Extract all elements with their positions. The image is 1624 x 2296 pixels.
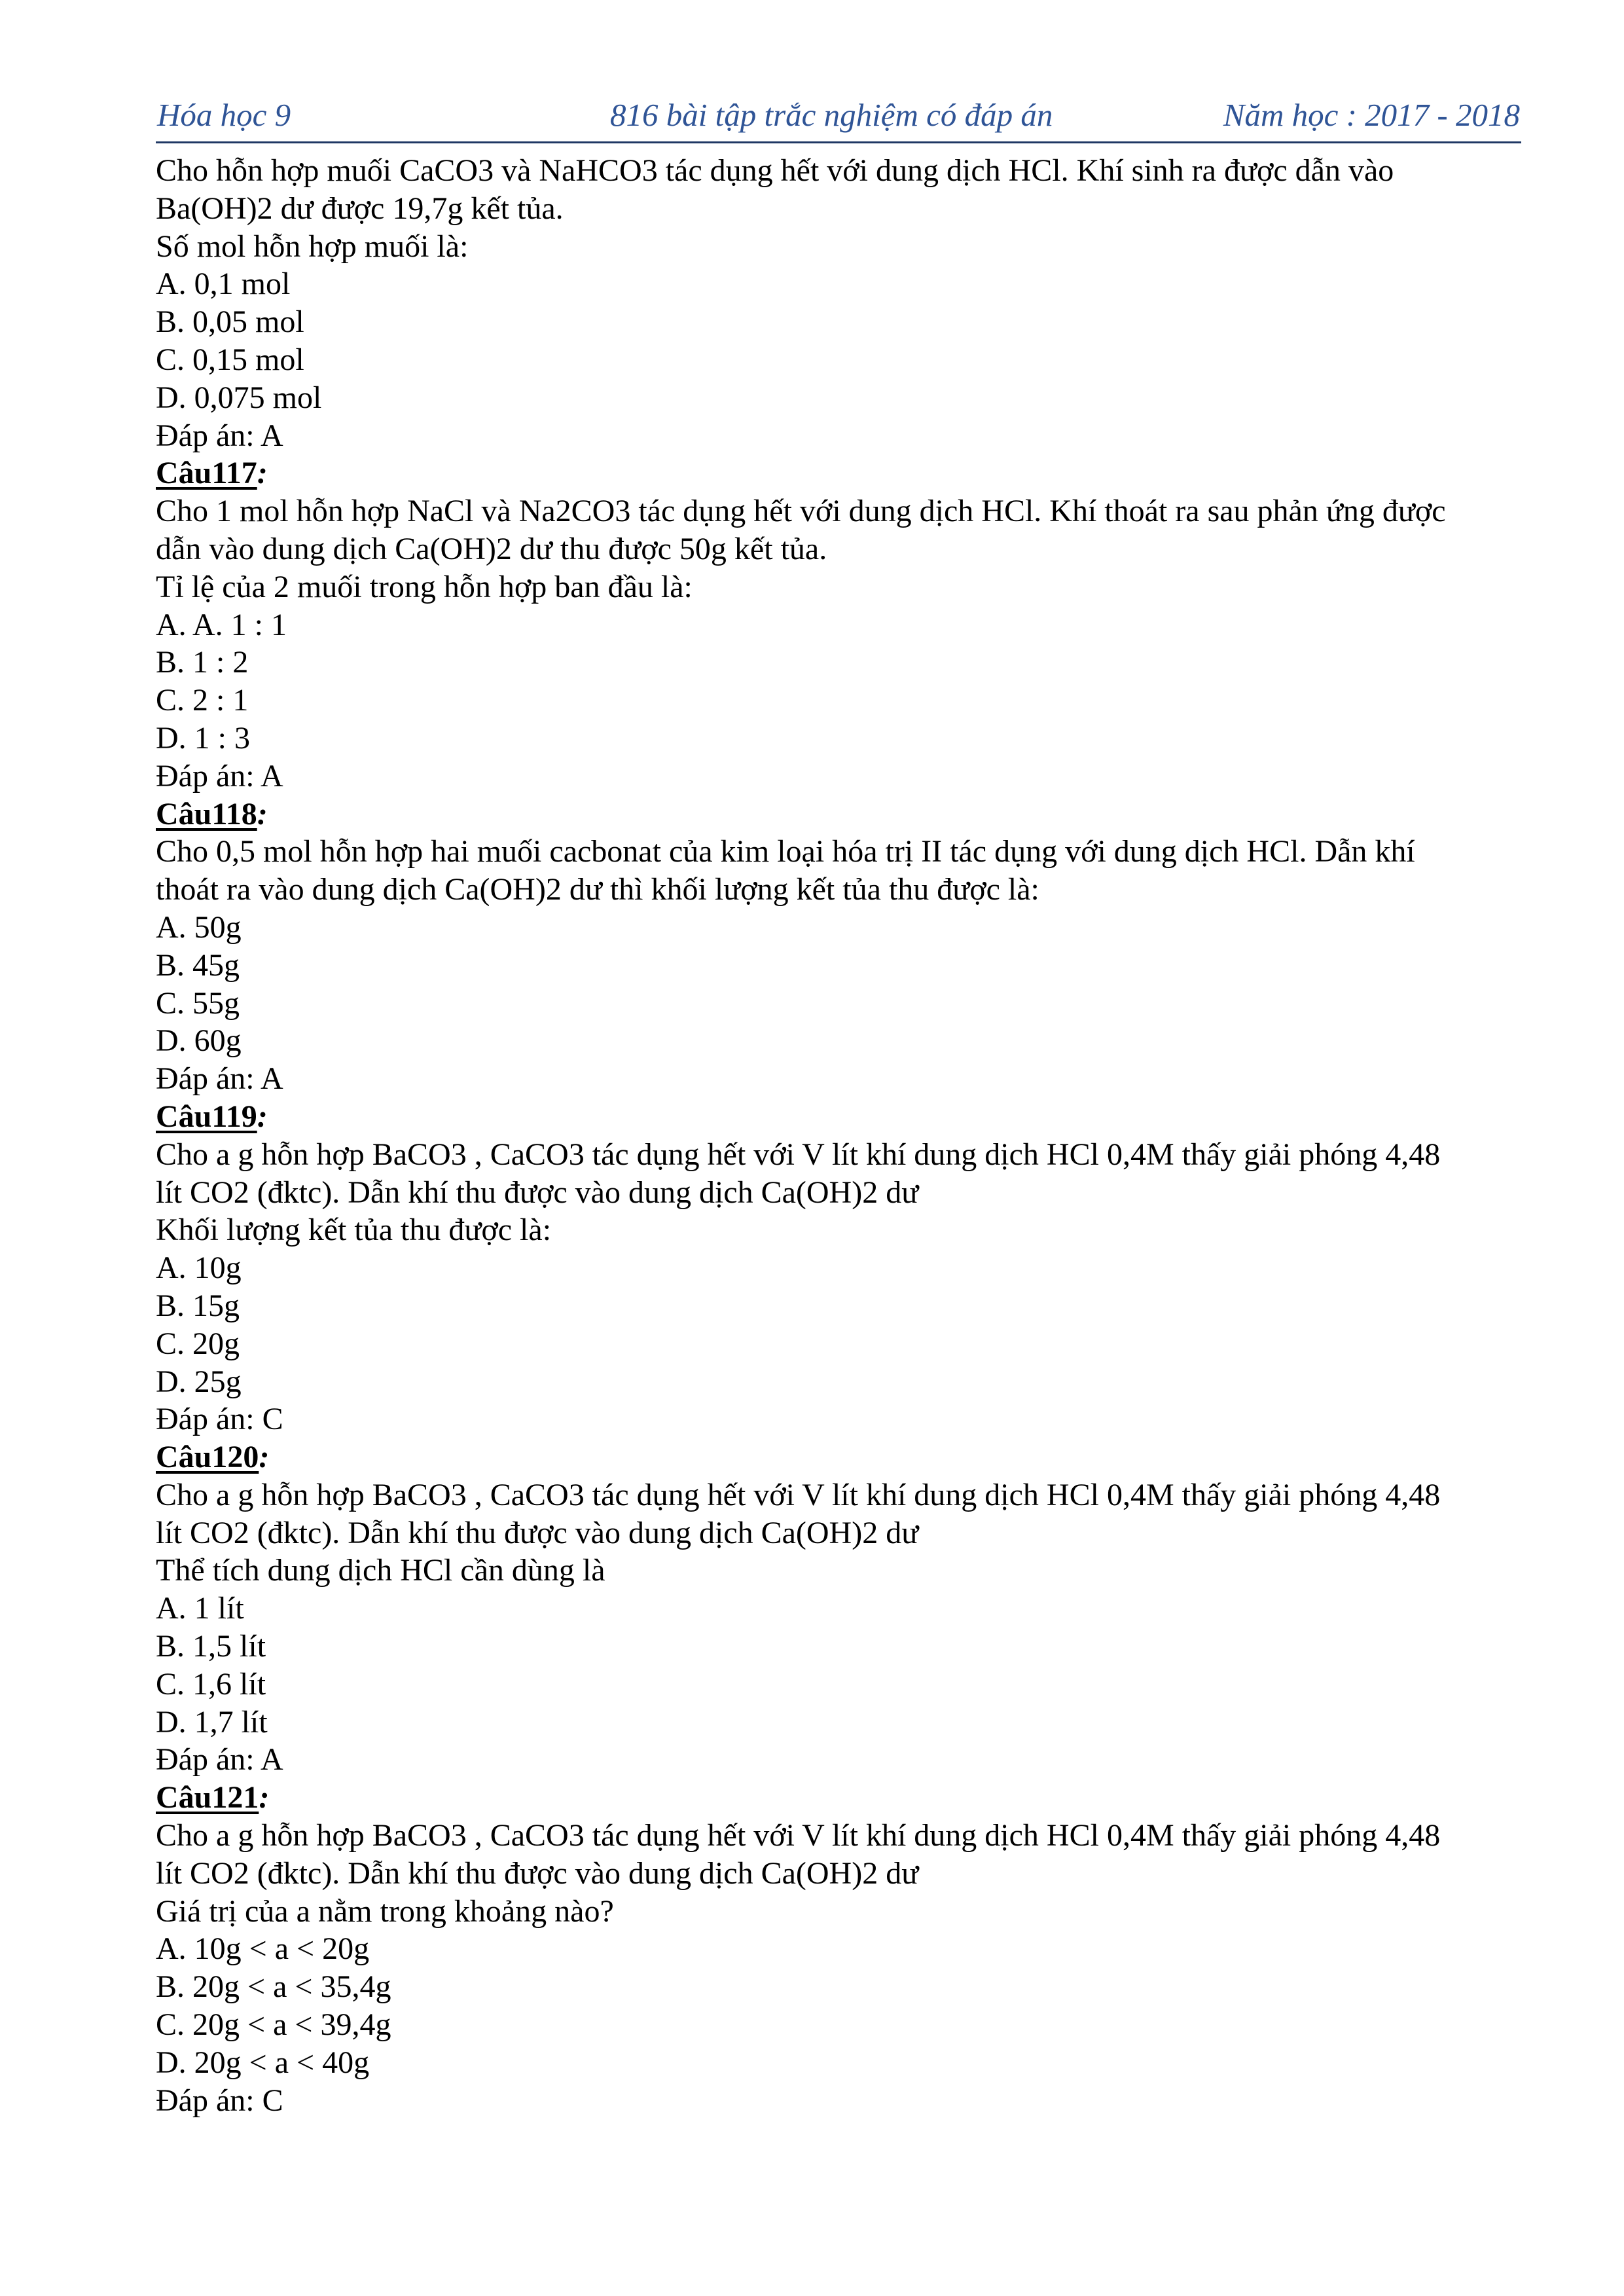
option-d: D. 20g < a < 40g: [156, 2045, 370, 2080]
option-a: A. 0,1 mol: [156, 266, 291, 302]
header-book-title: 816 bài tập trắc nghiệm có đáp án: [610, 97, 1053, 133]
option-a: A. A. 1 : 1: [156, 607, 287, 642]
question-heading: [156, 1438, 1530, 1476]
page-content: [156, 152, 1530, 2119]
question-119: [156, 1098, 1530, 1438]
question-intro: [156, 152, 1530, 454]
question-text-line: Cho a g hỗn hợp BaCO3 , CaCO3 tác dụng hết với V lít khí dung dịch HCl 0,4M thấy giải phóng 4,48: [156, 1137, 1441, 1172]
question-text-line: Ba(OH)2 dư được 19,7g kết tủa.: [156, 191, 564, 226]
header-subject: Hóa học 9: [157, 97, 291, 133]
answer-line: Đáp án: C: [156, 2083, 283, 2118]
question-colon: :: [257, 456, 268, 491]
question-prompt: Giá trị của a nằm trong khoảng nào?: [156, 1893, 614, 1929]
option-c: C. 2 : 1: [156, 683, 249, 718]
answer-line: Đáp án: A: [156, 418, 283, 453]
question-prompt: Tỉ lệ của 2 muối trong hỗn hợp ban đầu là:: [156, 569, 693, 604]
option-c: C. 1,6 lít: [156, 1666, 266, 1702]
question-118: [156, 795, 1530, 1098]
option-d: D. 60g: [156, 1023, 242, 1059]
answer-line: Đáp án: A: [156, 1742, 283, 1777]
option-a: A. 10g < a < 20g: [156, 1931, 370, 1967]
question-text-line: lít CO2 (đktc). Dẫn khí thu được vào dung dịch Ca(OH)2 dư: [156, 1855, 919, 1891]
option-d: D. 25g: [156, 1364, 242, 1399]
option-b: B. 1 : 2: [156, 645, 249, 680]
question-121: [156, 1779, 1530, 2119]
question-text-line: dẫn vào dung dịch Ca(OH)2 dư thu được 50g kết tủa.: [156, 531, 827, 566]
question-prompt: thoát ra vào dung dịch Ca(OH)2 dư thì khối lượng kết tủa thu được là:: [156, 872, 1039, 907]
page-header: [156, 90, 1521, 143]
option-c: C. 0,15 mol: [156, 342, 304, 377]
option-d: D. 1 : 3: [156, 720, 250, 756]
question-text-line: Cho hỗn hợp muối CaCO3 và NaHCO3 tác dụng hết với dung dịch HCl. Khí sinh ra được dẫn vào: [156, 153, 1394, 188]
question-prompt: Số mol hỗn hợp muối là:: [156, 228, 469, 264]
option-b: B. 1,5 lít: [156, 1629, 266, 1664]
option-c: C. 55g: [156, 985, 240, 1021]
question-prompt: Thể tích dung dịch HCl cần dùng là: [156, 1553, 605, 1588]
question-colon: :: [259, 1440, 270, 1475]
question-117: [156, 454, 1530, 795]
answer-line: Đáp án: A: [156, 1061, 283, 1097]
question-colon: :: [259, 1780, 270, 1815]
option-b: B. 0,05 mol: [156, 304, 304, 340]
question-number: Câu118: [156, 796, 257, 831]
question-number: Câu121: [156, 1780, 259, 1815]
option-a: A. 10g: [156, 1250, 242, 1286]
option-c: C. 20g: [156, 1326, 240, 1361]
question-text-line: lít CO2 (đktc). Dẫn khí thu được vào dung dịch Ca(OH)2 dư: [156, 1515, 919, 1550]
question-text-line: Cho a g hỗn hợp BaCO3 , CaCO3 tác dụng hết với V lít khí dung dịch HCl 0,4M thấy giải phóng 4,48: [156, 1477, 1441, 1512]
option-b: B. 20g < a < 35,4g: [156, 1969, 391, 2005]
option-a: A. 1 lít: [156, 1591, 244, 1626]
answer-line: Đáp án: C: [156, 1402, 283, 1437]
question-text-line: Cho 0,5 mol hỗn hợp hai muối cacbonat của kim loại hóa trị II tác dụng với dung dịch HCl. Dẫn khí: [156, 834, 1415, 869]
option-d: D. 1,7 lít: [156, 1704, 268, 1740]
header-school-year: Năm học : 2017 - 2018: [1223, 97, 1520, 133]
option-d: D. 0,075 mol: [156, 380, 322, 415]
question-number: Câu120: [156, 1440, 259, 1475]
answer-line: Đáp án: A: [156, 758, 283, 793]
question-colon: :: [257, 796, 268, 831]
question-text-line: Cho a g hỗn hợp BaCO3 , CaCO3 tác dụng hết với V lít khí dung dịch HCl 0,4M thấy giải phóng 4,48: [156, 1818, 1441, 1853]
question-heading: [156, 454, 1530, 492]
question-number: Câu117: [156, 456, 257, 491]
option-c: C. 20g < a < 39,4g: [156, 2007, 391, 2043]
option-b: B. 15g: [156, 1288, 240, 1323]
question-heading: [156, 1098, 1530, 1136]
option-a: A. 50g: [156, 909, 242, 945]
question-120: [156, 1438, 1530, 1779]
question-prompt: Khối lượng kết tủa thu được là:: [156, 1212, 552, 1248]
question-heading: [156, 795, 1530, 833]
option-b: B. 45g: [156, 947, 240, 983]
question-colon: :: [257, 1099, 268, 1134]
question-text-line: lít CO2 (đktc). Dẫn khí thu được vào dung dịch Ca(OH)2 dư: [156, 1175, 919, 1210]
question-text-line: Cho 1 mol hỗn hợp NaCl và Na2CO3 tác dụng hết với dung dịch HCl. Khí thoát ra sau phản ứng được: [156, 494, 1446, 529]
question-number: Câu119: [156, 1099, 257, 1134]
question-heading: [156, 1779, 1530, 1817]
